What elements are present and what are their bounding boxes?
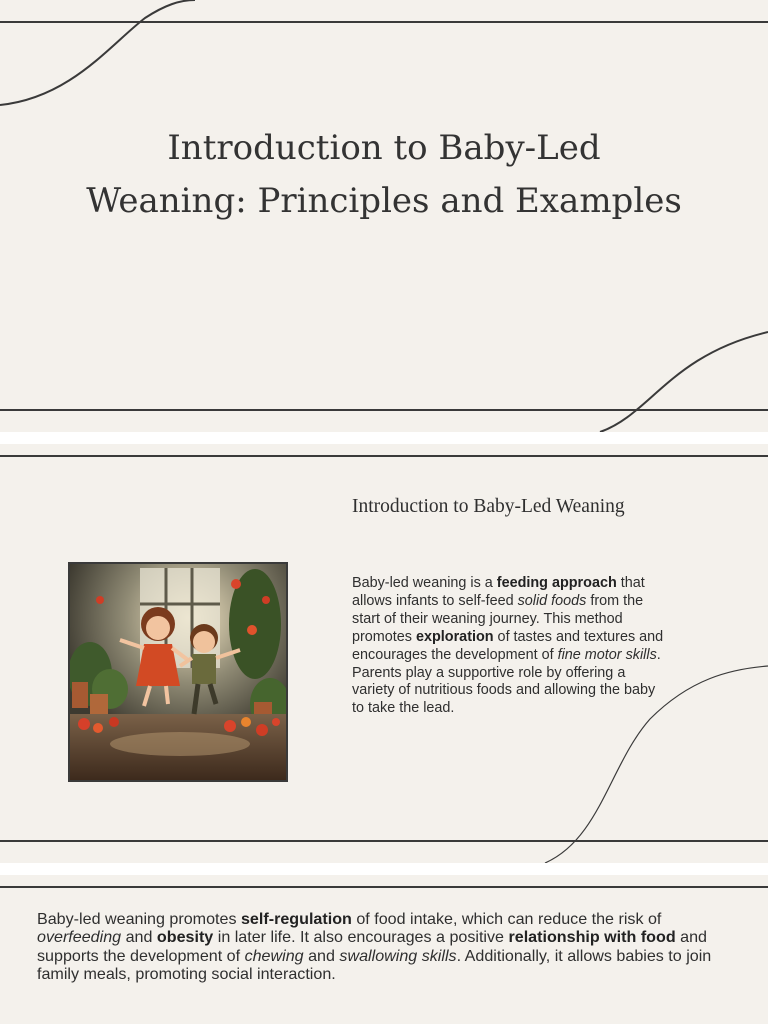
- title-line-2: Weaning: Principles and Examples: [86, 181, 682, 221]
- text-segment: in later life. It also encourages a positive: [213, 928, 509, 947]
- top-left-curve: [0, 0, 195, 105]
- benefits-slide: [0, 875, 768, 1024]
- emphasis-feeding-approach: feeding approach: [496, 575, 617, 591]
- text-segment: and supports the development of: [37, 928, 707, 965]
- title-slide: [0, 0, 768, 432]
- text-segment: . Additionally, it allows babies to join family meals, promoting social interaction.: [37, 946, 712, 983]
- emphasis-overfeeding: overfeeding: [37, 928, 122, 947]
- bottom-right-curve: [600, 332, 768, 432]
- text-segment: Baby-led weaning is a: [352, 575, 497, 591]
- emphasis-relationship-with-food: relationship with food: [508, 928, 676, 947]
- emphasis-swallowing-skills: swallowing skills: [339, 946, 457, 965]
- emphasis-solid-foods: solid foods: [517, 592, 587, 609]
- text-segment: of food intake, which can reduce the risk of: [351, 910, 662, 928]
- page-title: [40, 122, 728, 228]
- text-segment: . Parents play a supportive role by offering a variety of nutritious foods and allowing the baby to take the lead.: [352, 646, 661, 717]
- intro-paragraph: [352, 575, 664, 718]
- text-segment: Baby-led weaning promotes: [37, 910, 241, 928]
- text-segment: that allows infants to self-feed: [352, 575, 645, 609]
- text-segment: and: [121, 928, 157, 947]
- emphasis-fine-motor-skills: fine motor skills: [557, 646, 657, 663]
- emphasis-self-regulation: self-regulation: [240, 910, 352, 928]
- emphasis-chewing: chewing: [244, 946, 304, 965]
- emphasis-obesity: obesity: [156, 928, 214, 947]
- children-running-illustration: [68, 562, 288, 782]
- text-segment: from the start of their weaning journey. This method promotes: [352, 592, 644, 645]
- top-rule: [0, 886, 768, 888]
- emphasis-exploration: exploration: [416, 628, 494, 645]
- title-line-1: Introduction to Baby-Led: [167, 128, 601, 168]
- intro-slide: [0, 444, 768, 863]
- text-segment: and: [303, 946, 340, 965]
- section-heading: Introduction to Baby-Led Weaning: [352, 496, 625, 517]
- text-segment: of tastes and textures and encourages the development of: [352, 628, 664, 663]
- benefits-paragraph: [37, 910, 737, 983]
